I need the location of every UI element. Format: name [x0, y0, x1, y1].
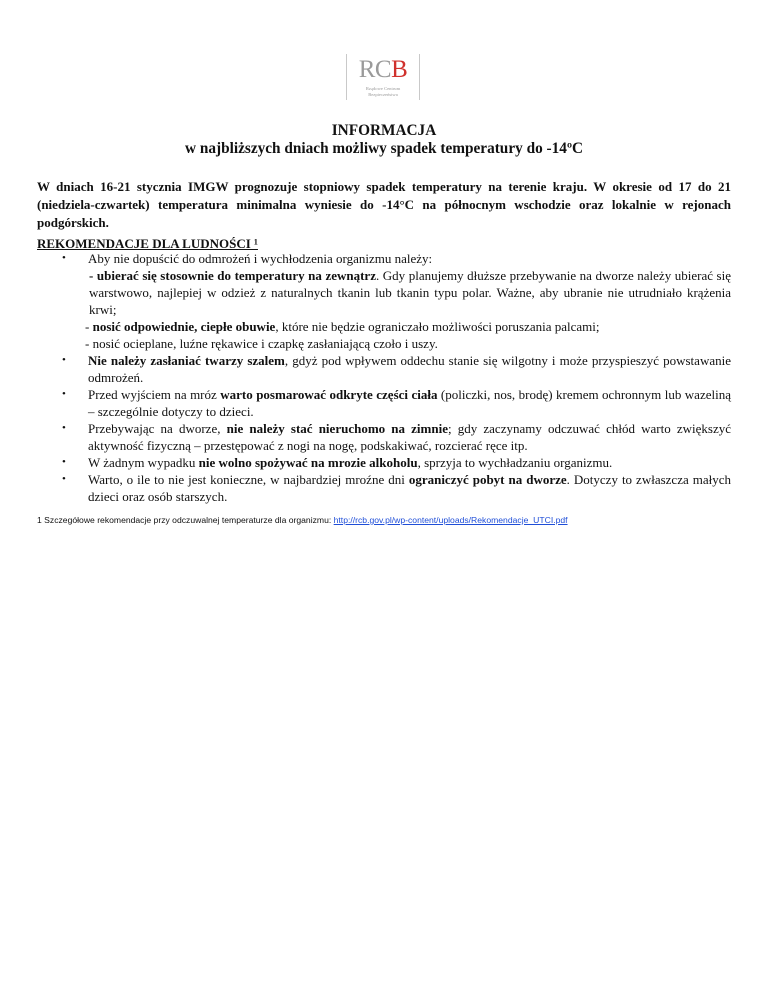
footnote-text: 1 Szczegółowe rekomendacje przy odczuwalnej temperaturze dla organizmu:: [37, 515, 334, 525]
list-item: [37, 471, 731, 505]
footnote-link[interactable]: http://rcb.gov.pl/wp-content/uploads/Rekomendacje_UTCI.pdf: [333, 515, 568, 525]
list-item-bold: warto posmarować odkryte części ciała: [220, 387, 438, 402]
list-item: [37, 386, 731, 420]
bullet-icon: •: [62, 388, 66, 400]
bullet-icon: •: [62, 422, 66, 434]
sub-item-bold: nosić odpowiednie, ciepłe obuwie: [92, 319, 276, 334]
sub-item-bold: - ubierać się stosownie do temperatury na zewnątrz: [89, 268, 376, 283]
sub-item: - nosić ocieplane, luźne rękawice i czapkę zasłaniającą czoło i uszy.: [85, 336, 438, 351]
recommendations-list: [37, 250, 731, 505]
bullet-icon: •: [62, 354, 66, 366]
logo-letters-rc: RC: [358, 56, 392, 83]
sub-item: [85, 318, 731, 335]
logo-subtitle-line1: Rządowe Centrum: [365, 86, 401, 91]
list-item-text: ; gdy zaczynamy odczuwać chłód warto zwiększyć aktywność fizyczną – przestępować z nogi na nogę, podskakiwać, rozcierać ręce itp.: [88, 421, 731, 453]
document-subtitle: w najbliższych dniach możliwy spadek temperatury do -14ºC: [184, 140, 584, 157]
sub-item-text: . Gdy planujemy dłuższe przebywanie na dworze należy ubierać się warstwowo, najlepiej w odzież z naturalnych tkanin lub tkanin typu polar. Ważne, aby ubranie nie utrudniało krążenia krwi;: [89, 268, 731, 317]
list-item-text: Warto, o ile to nie jest konieczne, w najbardziej mroźne dni: [88, 472, 409, 487]
sub-item-text: , które nie będzie ograniczało możliwości poruszania palcami;: [275, 319, 600, 334]
footnote: [37, 515, 568, 526]
logo-letters-b: B: [391, 56, 408, 83]
intro-paragraph: W dniach 16-21 stycznia IMGW prognozuje stopniowy spadek temperatury na terenie kraju. W okresie od 17 do 21 (niedziela-czwartek) temperatura minimalna wyniesie do -14°C na północnym wschodzie oraz lokalnie w rejonach podgórskich.: [37, 179, 731, 230]
list-item: [37, 420, 731, 454]
sub-item: [88, 267, 731, 318]
bullet-icon: •: [62, 473, 66, 485]
sub-item-prefix: -: [85, 319, 93, 334]
list-item: [37, 454, 731, 471]
logo-subtitle-line2: Bezpieczeństwa: [368, 92, 398, 97]
logo-letters: [346, 57, 420, 83]
list-item-bold: nie wolno spożywać na mrozie alkoholu: [198, 455, 418, 470]
list-item-bold: nie należy stać nieruchomo na zimnie: [226, 421, 448, 436]
list-item-text: , gdyż pod wpływem oddechu stanie się wilgotny i może przyspieszyć powstawanie odmrożeń.: [88, 353, 731, 385]
list-item-text: . Dotyczy to zwłaszcza małych dzieci oraz osób starszych.: [88, 472, 731, 504]
list-item-text: , sprzyja to wychładzaniu organizmu.: [417, 455, 613, 470]
section-heading: REKOMENDACJE DLA LUDNOŚCI ¹: [37, 236, 258, 251]
list-item-bold: ograniczyć pobyt na dworze: [408, 472, 567, 487]
list-item: [37, 250, 731, 352]
list-item-text: Przebywając na dworze,: [88, 421, 227, 436]
rcb-logo: [346, 54, 420, 100]
bullet-icon: •: [62, 456, 66, 468]
list-item-text: Aby nie dopuścić do odmrożeń i wychłodzenia organizmu należy:: [88, 251, 433, 266]
document-title: INFORMACJA: [331, 122, 437, 139]
list-item-text: W żadnym wypadku: [88, 455, 199, 470]
list-item: [37, 352, 731, 386]
list-item-text: (policzki, nos, brodę) kremem ochronnym lub wazeliną – szczególnie dotyczy to dzieci.: [88, 387, 731, 419]
bullet-icon: •: [62, 252, 66, 264]
list-item-text: Przed wyjściem na mróz: [88, 387, 221, 402]
list-item-bold: Nie należy zasłaniać twarzy szalem: [88, 353, 285, 368]
